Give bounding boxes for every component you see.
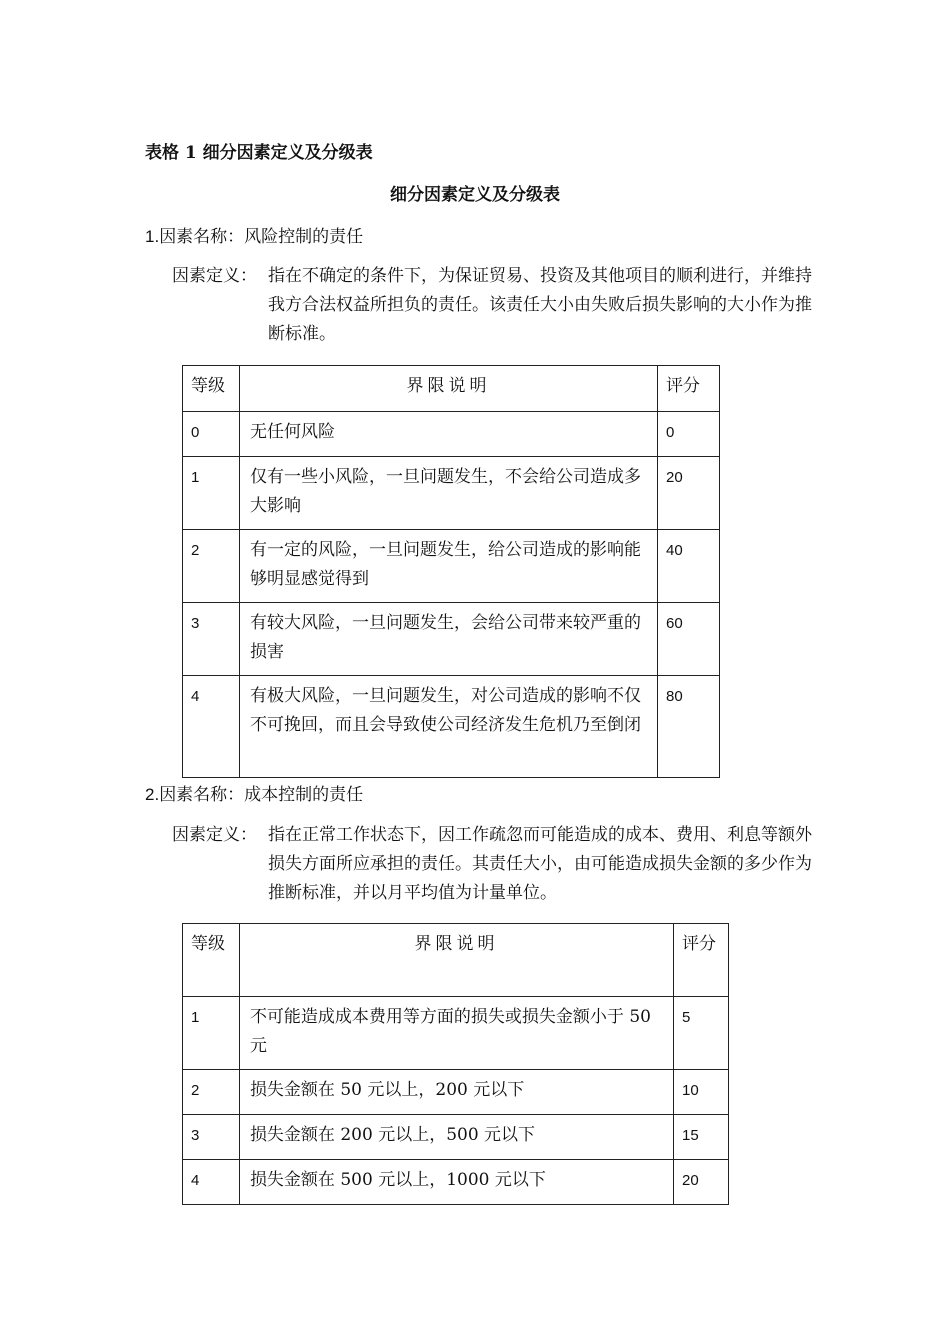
score-cell: 20 <box>674 1160 729 1205</box>
description-cell: 损失金额在 500 元以上，1000 元以下 <box>239 1160 673 1205</box>
factor-2-name: 因素名称：成本控制的责任 <box>159 785 364 805</box>
table-row <box>183 1160 729 1205</box>
grade-cell: 2 <box>183 1070 240 1115</box>
score-cell: 80 <box>658 676 720 778</box>
grade-cell: 2 <box>183 530 240 603</box>
table-caption: 表格 1 细分因素定义及分级表 <box>145 143 373 163</box>
grade-cell: 4 <box>183 1160 240 1205</box>
description-cell: 仅有一些小风险，一旦问题发生，不会给公司造成多大影响 <box>240 457 658 530</box>
factor-2-def-text: 指在正常工作状态下，因工作疏忽而可能造成的成本、费用、利息等额外损失方面所应承担的责任。其责任大小，由可能造成损失金额的多少作为推断标准，并以月平均值为计量单位。 <box>268 825 812 903</box>
factor-1-name: 因素名称：风险控制的责任 <box>159 227 364 247</box>
header-score: 评分 <box>658 366 720 412</box>
header-grade: 等级 <box>183 924 240 997</box>
description-cell: 有一定的风险，一旦问题发生，给公司造成的影响能够明显感觉得到 <box>240 530 658 603</box>
score-cell: 5 <box>674 997 729 1070</box>
grade-cell: 1 <box>183 457 240 530</box>
table-row <box>183 412 720 457</box>
grade-cell: 0 <box>183 412 240 457</box>
score-cell: 0 <box>658 412 720 457</box>
header-score: 评分 <box>674 924 729 997</box>
table-header-row <box>183 366 720 412</box>
score-cell: 10 <box>674 1070 729 1115</box>
table-row <box>183 457 720 530</box>
table-header-row <box>183 924 729 997</box>
header-description: 界限说明 <box>240 366 658 412</box>
factor-1-def-label: 因素定义： <box>172 266 257 286</box>
score-cell: 40 <box>658 530 720 603</box>
grade-cell: 1 <box>183 997 240 1070</box>
factor-1-definition <box>172 262 822 349</box>
description-cell: 损失金额在 200 元以上，500 元以下 <box>239 1115 673 1160</box>
header-description: 界限说明 <box>239 924 673 997</box>
factor-2-table <box>182 923 729 1205</box>
description-cell: 损失金额在 50 元以上，200 元以下 <box>239 1070 673 1115</box>
document-title: 细分因素定义及分级表 <box>390 185 560 205</box>
factor-2-number: 2. <box>145 785 160 804</box>
description-cell: 不可能造成成本费用等方面的损失或损失金额小于 50 元 <box>239 997 673 1070</box>
table-row <box>183 530 720 603</box>
factor-1-number: 1. <box>145 227 160 246</box>
factor-1-heading <box>145 222 363 247</box>
table-row <box>183 1070 729 1115</box>
factor-2-def-label: 因素定义： <box>172 825 257 845</box>
grade-cell: 4 <box>183 676 240 778</box>
grade-cell: 3 <box>183 1115 240 1160</box>
score-cell: 20 <box>658 457 720 530</box>
description-cell: 有较大风险，一旦问题发生，会给公司带来较严重的损害 <box>240 603 658 676</box>
header-grade: 等级 <box>183 366 240 412</box>
factor-1-table <box>182 365 720 778</box>
score-cell: 15 <box>674 1115 729 1160</box>
table-row <box>183 676 720 778</box>
factor-2-definition <box>172 821 822 908</box>
grade-cell: 3 <box>183 603 240 676</box>
factor-2-heading <box>145 780 363 805</box>
score-cell: 60 <box>658 603 720 676</box>
table-row <box>183 997 729 1070</box>
description-cell: 无任何风险 <box>240 412 658 457</box>
factor-1-def-text: 指在不确定的条件下，为保证贸易、投资及其他项目的顺利进行，并维持我方合法权益所担负的责任。该责任大小由失败后损失影响的大小作为推断标准。 <box>268 266 812 344</box>
description-cell: 有极大风险，一旦问题发生，对公司造成的影响不仅不可挽回，而且会导致使公司经济发生危机乃至倒闭 <box>240 676 658 778</box>
table-row <box>183 1115 729 1160</box>
table-row <box>183 603 720 676</box>
